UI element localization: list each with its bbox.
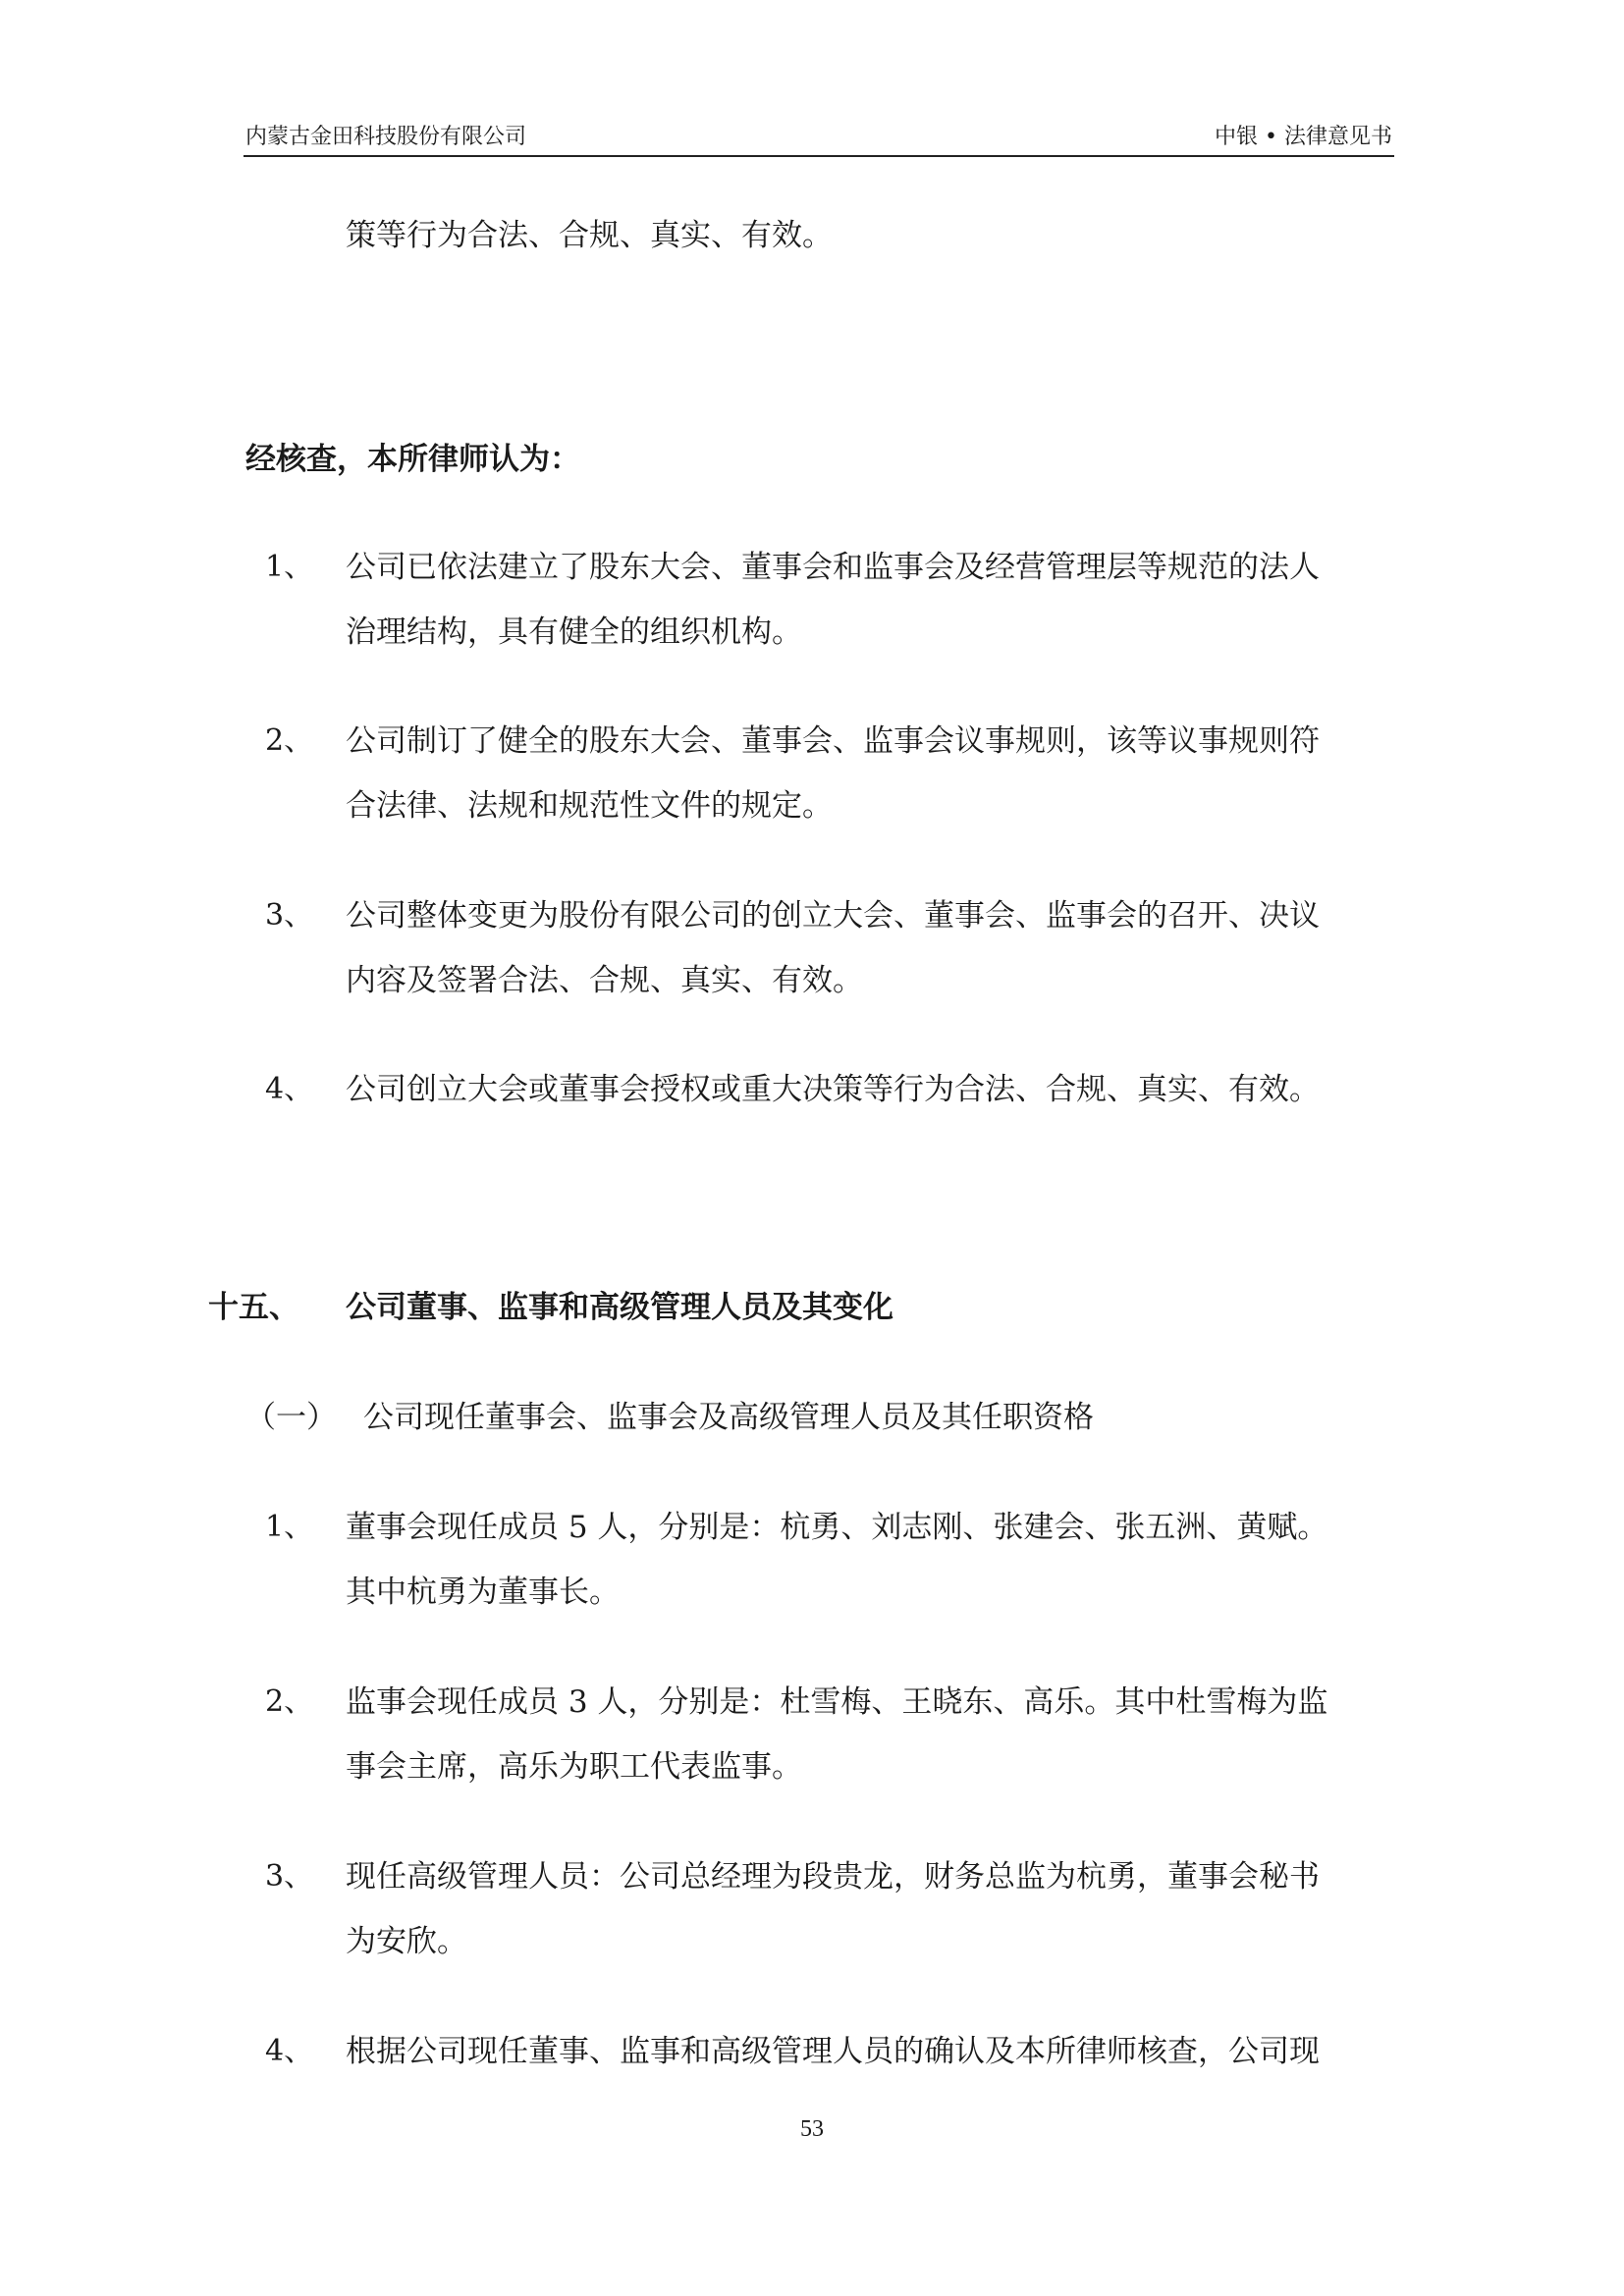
list-item-number: 2、 <box>265 723 314 758</box>
section-title: 公司董事、监事和高级管理人员及其变化 <box>346 1290 893 1325</box>
opinion-heading: 经核查，本所律师认为： <box>245 442 580 477</box>
list-item-line: 治理结构，具有健全的组织机构。 <box>346 614 802 650</box>
list-item-number: 2、 <box>265 1684 314 1719</box>
list-item-line: 公司整体变更为股份有限公司的创立大会、董事会、监事会的召开、决议 <box>346 898 1320 934</box>
section-number: 十五、 <box>208 1290 299 1325</box>
list-item-line: 事会主席，高乐为职工代表监事。 <box>346 1749 802 1785</box>
list-item-number: 4、 <box>265 1072 314 1106</box>
list-item-line: 其中杭勇为董事长。 <box>346 1575 620 1610</box>
page-header <box>244 116 1394 157</box>
subsection-number: （一） <box>245 1400 337 1435</box>
list-item-line: 为安欣。 <box>346 1924 467 1959</box>
list-item-line: 现任高级管理人员：公司总经理为段贵龙，财务总监为杭勇，董事会秘书 <box>346 1859 1320 1895</box>
list-item-number: 3、 <box>265 1859 314 1894</box>
list-item-line: 董事会现任成员 5 人，分别是：杭勇、刘志刚、张建会、张五洲、黄赋。 <box>346 1510 1328 1545</box>
list-item-line: 公司制订了健全的股东大会、董事会、监事会议事规则，该等议事规则符 <box>346 723 1320 759</box>
header-doc-title: 中银 • 法律意见书 <box>1215 125 1392 149</box>
list-item-line: 内容及签署合法、合规、真实、有效。 <box>346 963 863 998</box>
list-item-number: 1、 <box>265 550 314 584</box>
page-number: 53 <box>800 2116 824 2142</box>
list-item-line: 公司已依法建立了股东大会、董事会和监事会及经营管理层等规范的法人 <box>346 550 1320 585</box>
continuation-text: 策等行为合法、合规、真实、有效。 <box>346 218 833 253</box>
list-item-number: 1、 <box>265 1510 314 1544</box>
list-item-number: 4、 <box>265 2034 314 2068</box>
list-item-line: 合法律、法规和规范性文件的规定。 <box>346 788 833 824</box>
subsection-title: 公司现任董事会、监事会及高级管理人员及其任职资格 <box>363 1400 1094 1435</box>
list-item-line: 公司创立大会或董事会授权或重大决策等行为合法、合规、真实、有效。 <box>346 1072 1320 1107</box>
header-company: 内蒙古金田科技股份有限公司 <box>245 125 527 149</box>
list-item-line: 根据公司现任董事、监事和高级管理人员的确认及本所律师核查，公司现 <box>346 2034 1320 2069</box>
list-item-number: 3、 <box>265 898 314 933</box>
list-item-line: 监事会现任成员 3 人，分别是：杜雪梅、王晓东、高乐。其中杜雪梅为监 <box>346 1684 1328 1720</box>
